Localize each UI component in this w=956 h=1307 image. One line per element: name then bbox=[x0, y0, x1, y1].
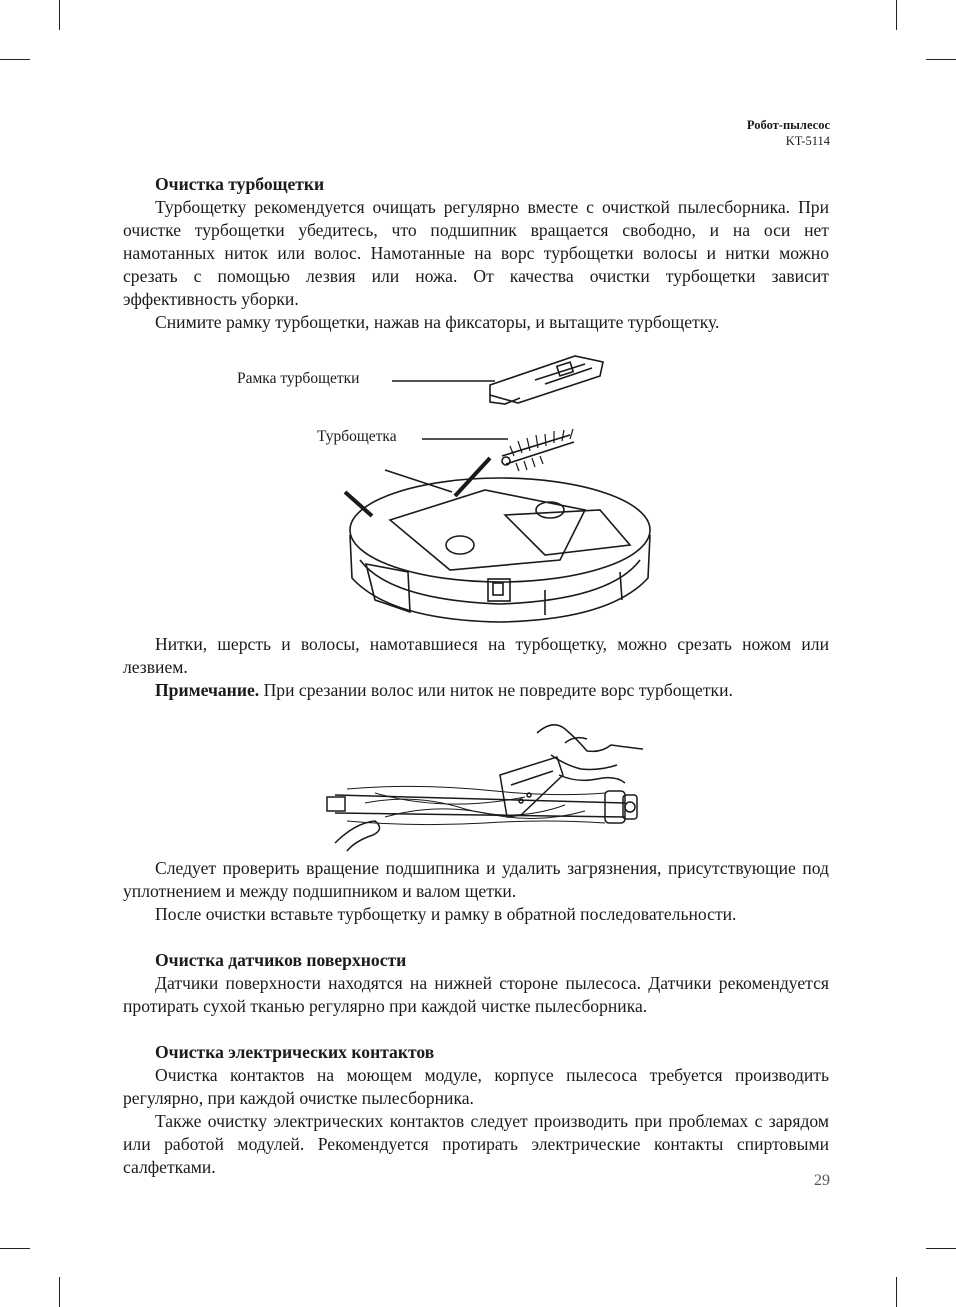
crop-mark bbox=[926, 1248, 956, 1249]
section-turbobrush-middle bbox=[123, 633, 829, 702]
paragraph: Нитки, шерсть и волосы, намотавшиеся на турбощетку, можно срезать ножом или лезвием. bbox=[123, 634, 829, 677]
paragraph: Следует проверить вращение подшипника и удалить загрязнения, присутствующие под уплотнением и между подшипником и валом щетки. bbox=[123, 858, 829, 901]
crop-mark bbox=[896, 0, 897, 30]
section-heading: Очистка датчиков поверхности bbox=[155, 950, 407, 970]
section-content-lower bbox=[123, 857, 829, 1179]
crop-mark bbox=[926, 59, 956, 60]
note-paragraph bbox=[123, 679, 829, 702]
section-heading: Очистка электрических контактов bbox=[155, 1042, 435, 1062]
note-text: При срезании волос или ниток не повредите ворс турбощетки. bbox=[259, 680, 733, 700]
crop-mark bbox=[0, 1248, 30, 1249]
figure-label-frame: Рамка турбощетки bbox=[237, 370, 360, 387]
header-model: KT-5114 bbox=[785, 134, 830, 148]
header-product: Робот-пылесос bbox=[746, 118, 830, 132]
figure-label-brush: Турбощетка bbox=[317, 428, 397, 445]
paragraph: Очистка контактов на моющем модуле, корпусе пылесоса требуется производить регулярно, при каждой очистке пылесборника. bbox=[123, 1065, 829, 1108]
brush-cutting-illustration bbox=[325, 713, 655, 853]
robot-vacuum-illustration bbox=[330, 350, 670, 625]
crop-mark bbox=[59, 1277, 60, 1307]
note-label: Примечание. bbox=[155, 680, 260, 700]
section-heading: Очистка турбощетки bbox=[155, 174, 325, 194]
paragraph: Турбощетку рекомендуется очищать регулярно вместе с очисткой пылесборника. При очистке турбощетки убедитесь, что подшипник вращается свободно, и на оси нет намотанных ниток или волос. Намотанные на ворс турбощетки волосы и нитки можно срезать с помощью лезвия или ножа. От качества очистки турбощетки зависит эффективность уборки. bbox=[123, 197, 829, 309]
page-number: 29 bbox=[814, 1172, 830, 1189]
paragraph: Снимите рамку турбощетки, нажав на фиксаторы, и вытащите турбощетку. bbox=[155, 312, 720, 332]
paragraph: Также очистку электрических контактов следует производить при проблемах с зарядом или работой модулей. Рекомендуется протирать электрические контакты спиртовыми салфетками. bbox=[123, 1111, 829, 1177]
section-turbobrush-top bbox=[123, 173, 829, 334]
crop-mark bbox=[896, 1277, 897, 1307]
paragraph: После очистки вставьте турбощетку и рамку в обратной последовательности. bbox=[155, 904, 737, 924]
crop-mark bbox=[59, 0, 60, 30]
paragraph: Датчики поверхности находятся на нижней стороне пылесоса. Датчики рекомендуется протирать сухой тканью регулярно при каждой чистке пылесборника. bbox=[123, 973, 829, 1016]
crop-mark bbox=[0, 59, 30, 60]
